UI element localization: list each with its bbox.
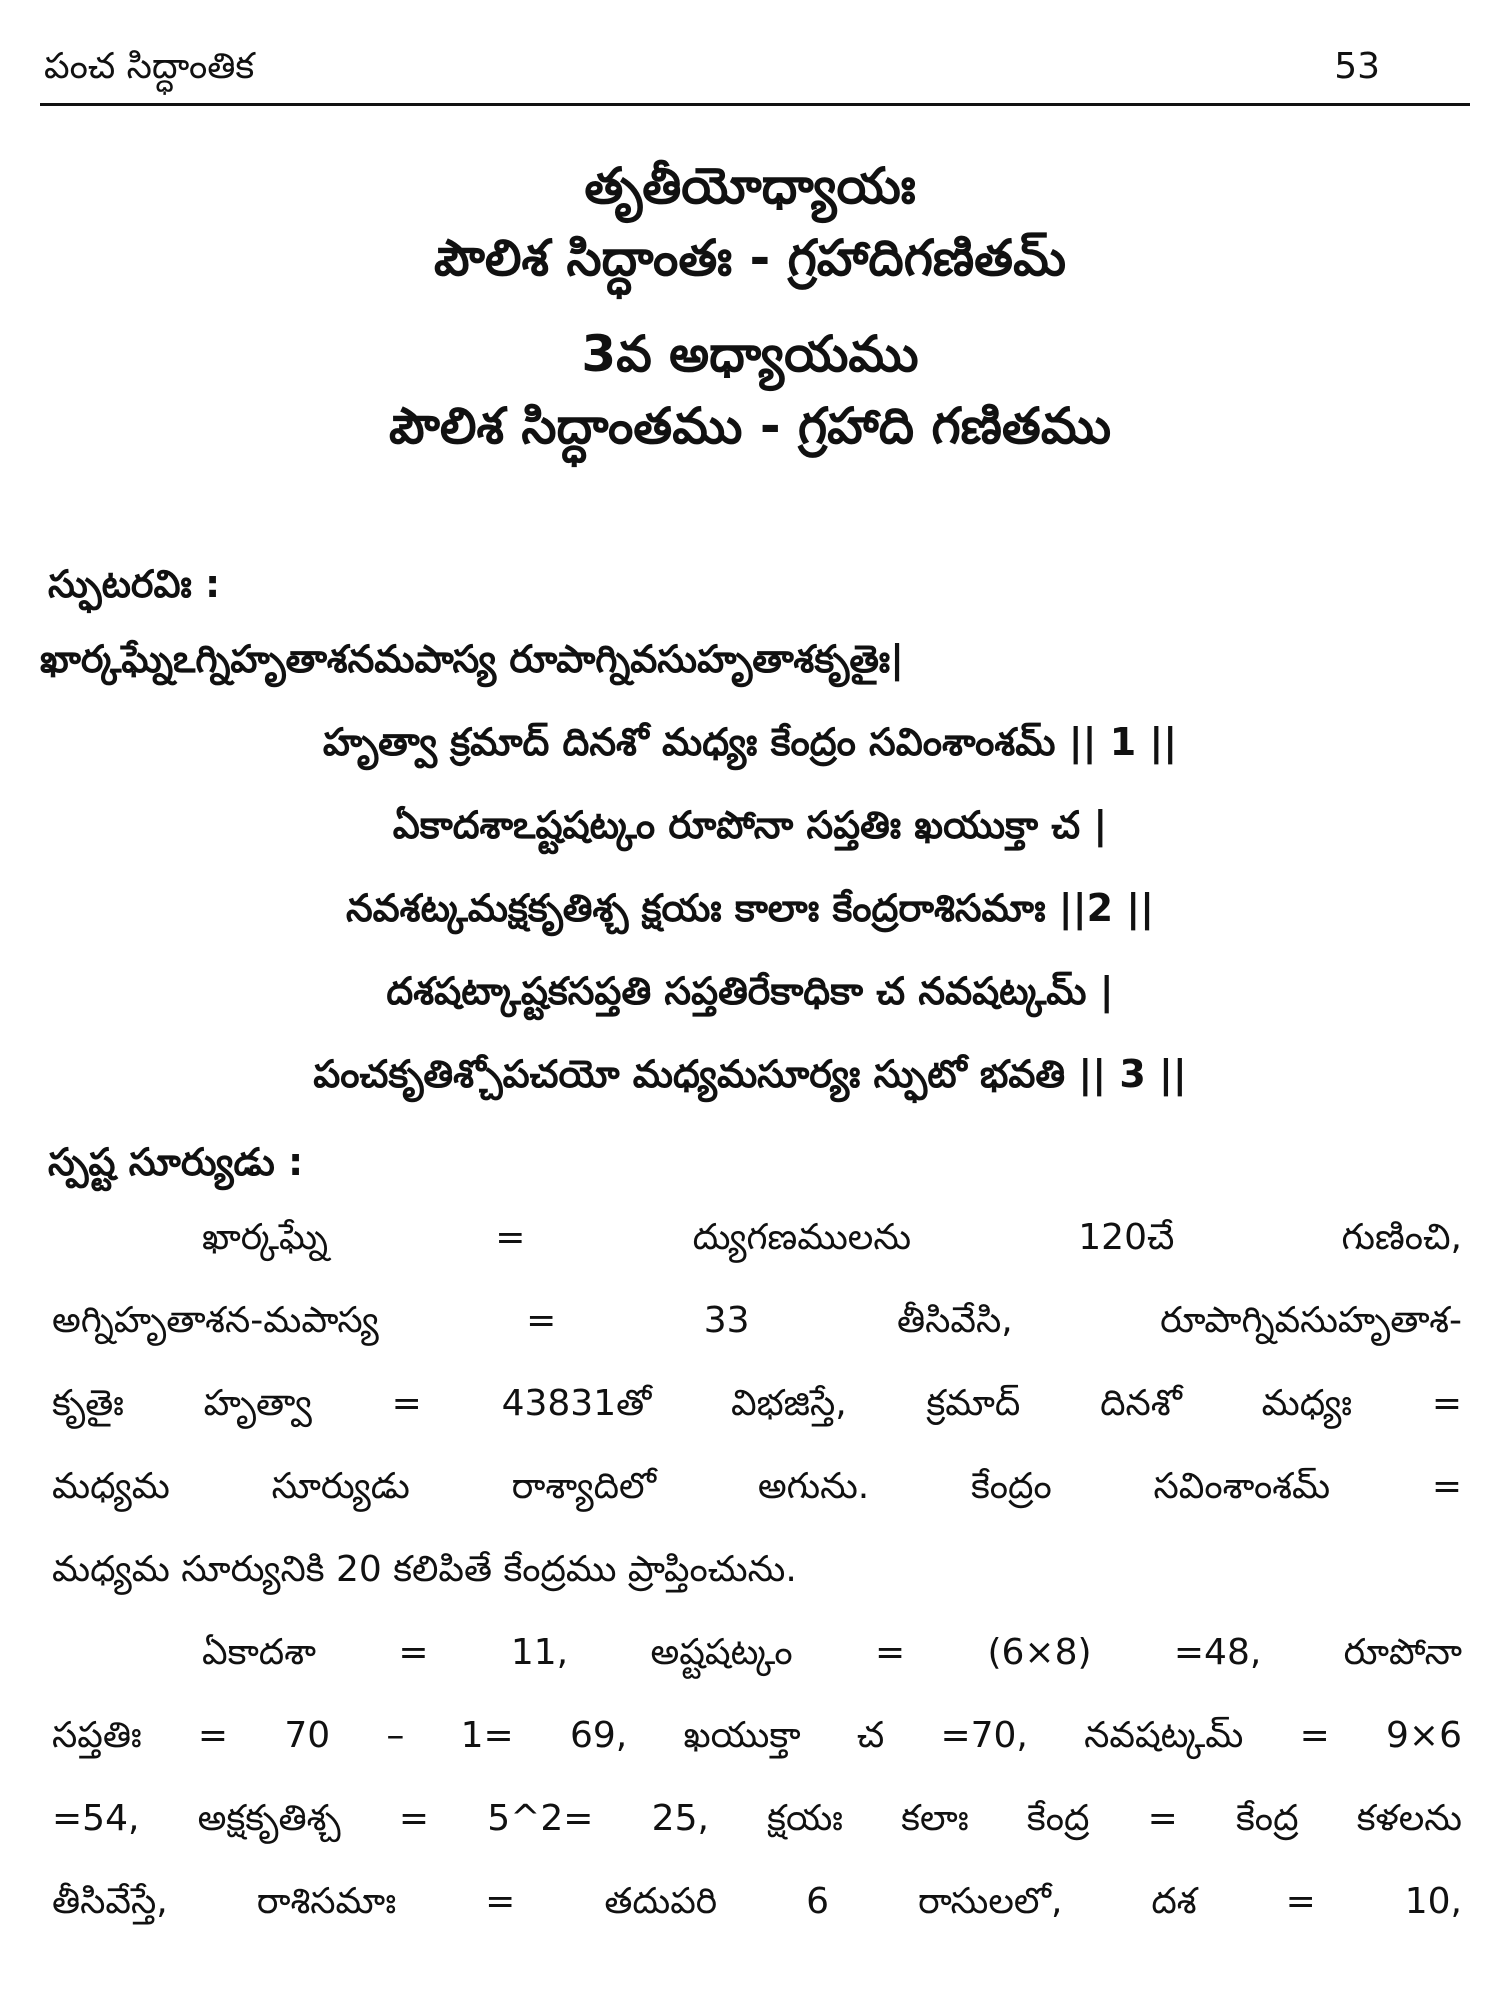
prose-line: ఏకాదశా = 11, అష్టషట్కం = (6×8) =48, రూపోనా (202, 1632, 1462, 1673)
chapter-title-line: తృతీయోధ్యాయః (584, 157, 916, 215)
verse-line: ఏకాదశాఽష్టషట్కం రూపోనా సప్తతిః ఖయుక్తా చ | (392, 803, 1108, 847)
prose-line: అగ్నిహృతాశన-మపాస్య = 33 తీసివేసి, రూపాగ్నివసుహృతాశ- (52, 1300, 1462, 1341)
running-title: పంచ సిద్ధాంతిక (44, 46, 255, 87)
prose-line: =54, అక్షకృతిశ్చ = 5^2= 25, క్షయః కలాః కేంద్ర = కేంద్ర కళలను (52, 1798, 1462, 1839)
prose-line: ఖార్కఘ్నే = ద్యుగణములను 120చే గుణించి, (202, 1217, 1462, 1258)
chapter-title-sanskrit (0, 150, 1500, 294)
page-header (40, 40, 1470, 106)
chapter-subtitle-line: పౌలిశ సిద్ధాంతః - గ్రహాదిగణితమ్ (434, 229, 1066, 287)
verse-line: నవశట్కమక్షకృతిశ్చ క్షయః కాలాః కేంద్రరాశిసమాః ||2 || (345, 886, 1154, 930)
prose-line: తీసివేస్తే, రాశిసమాః = తదుపరి 6 రాసులలో, దశ = 10, (52, 1881, 1462, 1922)
verse-line: ఖార్కఘ్నేఽగ్నిహృతాశనమపాస్య రూపాగ్నివసుహృతాశకృతైః| (40, 637, 905, 681)
verse-line: దశషట్కాష్టకసప్తతి సప్తతిరేకాధికా చ నవషట్కమ్ | (386, 969, 1114, 1013)
chapter-title-line: 3వ అధ్యాయము (581, 325, 919, 383)
prose-line: మధ్యమ సూర్యుడు రాశ్యాదిలో అగును. కేంద్రం సవింశాంశమ్ = (52, 1466, 1462, 1507)
commentary-block (52, 1196, 1462, 1943)
prose-line: సప్తతిః = 70 – 1= 69, ఖయుక్తా చ =70, నవషట్కమ్ = 9×6 (52, 1715, 1462, 1756)
prose-line: కృతైః హృత్వా = 43831తో విభజిస్తే, క్రమాద్ దినశో మధ్యః = (52, 1383, 1462, 1424)
section-heading: స్పష్ట సూర్యుడు : (48, 1140, 304, 1184)
page-number: 53 (1334, 46, 1380, 87)
section-heading: స్ఫుటరవిః : (48, 562, 221, 606)
verse-line: హృత్వా క్రమాద్ దినశో మధ్యః కేంద్రం సవింశాంశమ్ || 1 || (322, 720, 1178, 764)
verse-line: పంచకృతిశ్చోపచయో మధ్యమసూర్యః స్ఫుటో భవతి || 3 || (313, 1052, 1187, 1096)
prose-line: మధ్యమ సూర్యునికి 20 కలిపితే కేంద్రము ప్రాప్తించును. (52, 1549, 797, 1590)
chapter-title-telugu (0, 318, 1500, 462)
verse-block (40, 618, 1460, 1116)
chapter-subtitle-line: పౌలిశ సిద్ధాంతము - గ్రహాది గణితము (388, 397, 1112, 455)
